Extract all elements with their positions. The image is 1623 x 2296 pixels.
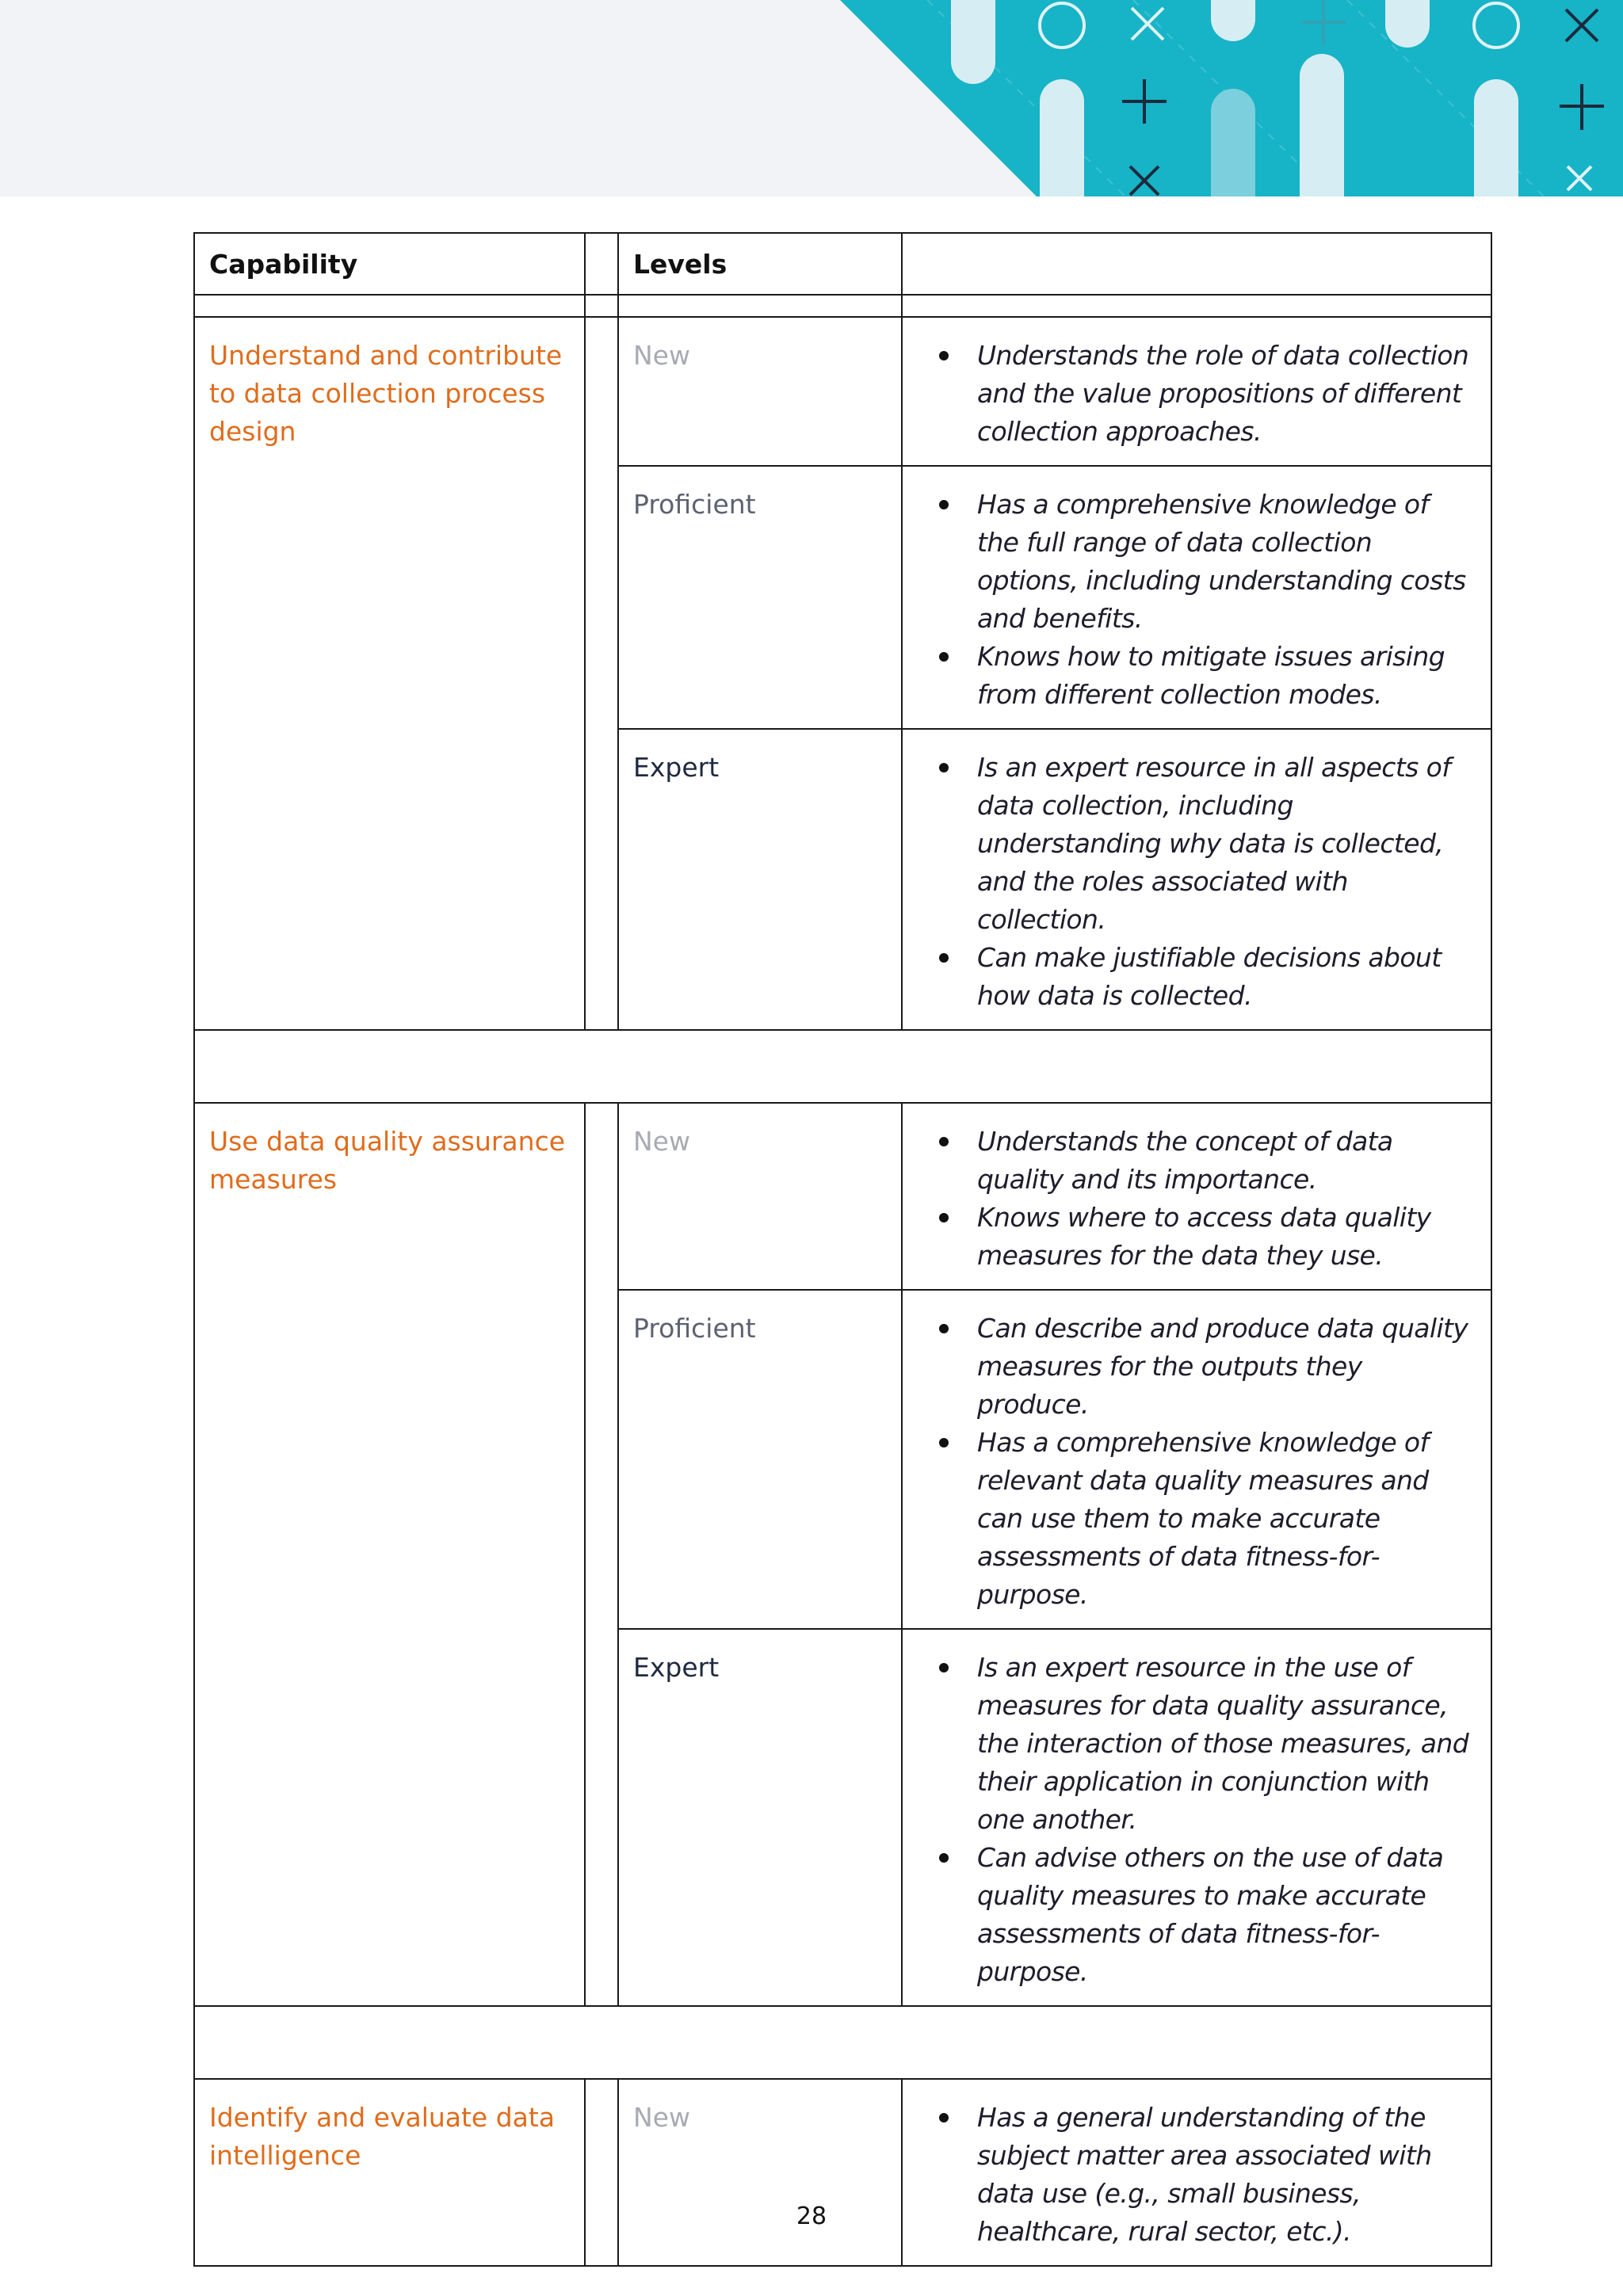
spacer-row xyxy=(194,1030,1491,1103)
capability-name: Use data quality assurance measures xyxy=(209,1126,566,1195)
list-item: Knows where to access data quality measures for the data they use. xyxy=(939,1199,1476,1275)
header-gap-cell xyxy=(585,233,618,295)
list-item: Is an expert resource in all aspects of data collection, including understanding why data is collected, and the roles associated with collection. xyxy=(939,749,1476,939)
header-capability: Capability xyxy=(209,248,358,280)
capability-cell xyxy=(194,1103,585,2006)
list-item: Understands the concept of data quality and its importance. xyxy=(939,1123,1476,1199)
divider-cell xyxy=(194,295,585,317)
capability-cell xyxy=(194,2079,585,2266)
level-label: New xyxy=(633,2102,690,2133)
gap-cell xyxy=(585,317,618,1030)
spacer-cell xyxy=(194,1030,1491,1103)
level-label: Expert xyxy=(633,752,720,783)
description-cell xyxy=(902,729,1491,1030)
level-label: Expert xyxy=(633,1652,720,1683)
header-capability-cell xyxy=(194,233,585,295)
description-list xyxy=(917,1649,1476,1991)
level-cell xyxy=(618,1290,902,1629)
list-item: Can make justifiable decisions about how data is collected. xyxy=(939,939,1476,1015)
list-item: Can advise others on the use of data quality measures to make accurate assessments of data fitness-for-purpose. xyxy=(939,1839,1476,1991)
level-cell xyxy=(618,317,902,466)
level-cell xyxy=(618,729,902,1030)
table-row xyxy=(194,1103,1491,1290)
capability-name: Identify and evaluate data intelligence xyxy=(209,2102,556,2171)
level-cell xyxy=(618,1629,902,2006)
level-cell xyxy=(618,2079,902,2266)
description-cell xyxy=(902,2079,1491,2266)
header-levels-cell xyxy=(618,233,902,295)
divider-cell xyxy=(618,295,902,317)
divider-cell xyxy=(902,295,1491,317)
level-cell xyxy=(618,466,902,729)
list-item: Is an expert resource in the use of measures for data quality assurance, the interaction of those measures, and their application in conjunction with one another. xyxy=(939,1649,1476,1839)
description-list xyxy=(917,337,1476,451)
description-list xyxy=(917,1123,1476,1275)
level-label: Proficient xyxy=(633,489,756,520)
table-row xyxy=(194,317,1491,466)
list-item: Has a comprehensive knowledge of relevant data quality measures and can use them to make accurate assessments of data fitness-for-purpose. xyxy=(939,1424,1476,1614)
list-item: Can describe and produce data quality measures for the outputs they produce. xyxy=(939,1310,1476,1424)
header-description-cell xyxy=(902,233,1491,295)
description-cell xyxy=(902,1629,1491,2006)
description-cell xyxy=(902,1103,1491,1290)
spacer-cell xyxy=(194,2006,1491,2079)
capability-cell xyxy=(194,317,585,1030)
gap-cell xyxy=(585,2079,618,2266)
level-cell xyxy=(618,1103,902,1290)
description-cell xyxy=(902,317,1491,466)
header-divider-row xyxy=(194,295,1491,317)
list-item: Knows how to mitigate issues arising from different collection modes. xyxy=(939,638,1476,714)
description-cell xyxy=(902,466,1491,729)
level-label: New xyxy=(633,1126,690,1157)
list-item: Has a comprehensive knowledge of the full range of data collection options, including understanding costs and benefits. xyxy=(939,486,1476,638)
gap-cell xyxy=(585,1103,618,2006)
capability-name: Understand and contribute to data collection process design xyxy=(209,340,563,447)
list-item: Understands the role of data collection and the value propositions of different collection approaches. xyxy=(939,337,1476,451)
list-item: Has a general understanding of the subject matter area associated with data use (e.g., small business, healthcare, rural sector, etc.). xyxy=(939,2099,1476,2251)
page-number: 28 xyxy=(796,2203,827,2230)
description-list xyxy=(917,749,1476,1015)
level-label: Proficient xyxy=(633,1313,756,1344)
description-list xyxy=(917,1310,1476,1614)
table-header-row xyxy=(194,233,1491,295)
header-banner xyxy=(0,0,1623,196)
banner-graphic xyxy=(0,0,1623,196)
divider-cell xyxy=(585,295,618,317)
description-cell xyxy=(902,1290,1491,1629)
capability-table xyxy=(193,232,1492,2267)
spacer-row xyxy=(194,2006,1491,2079)
table-row xyxy=(194,2079,1491,2266)
level-label: New xyxy=(633,340,690,371)
header-levels: Levels xyxy=(633,248,727,280)
description-list xyxy=(917,486,1476,714)
